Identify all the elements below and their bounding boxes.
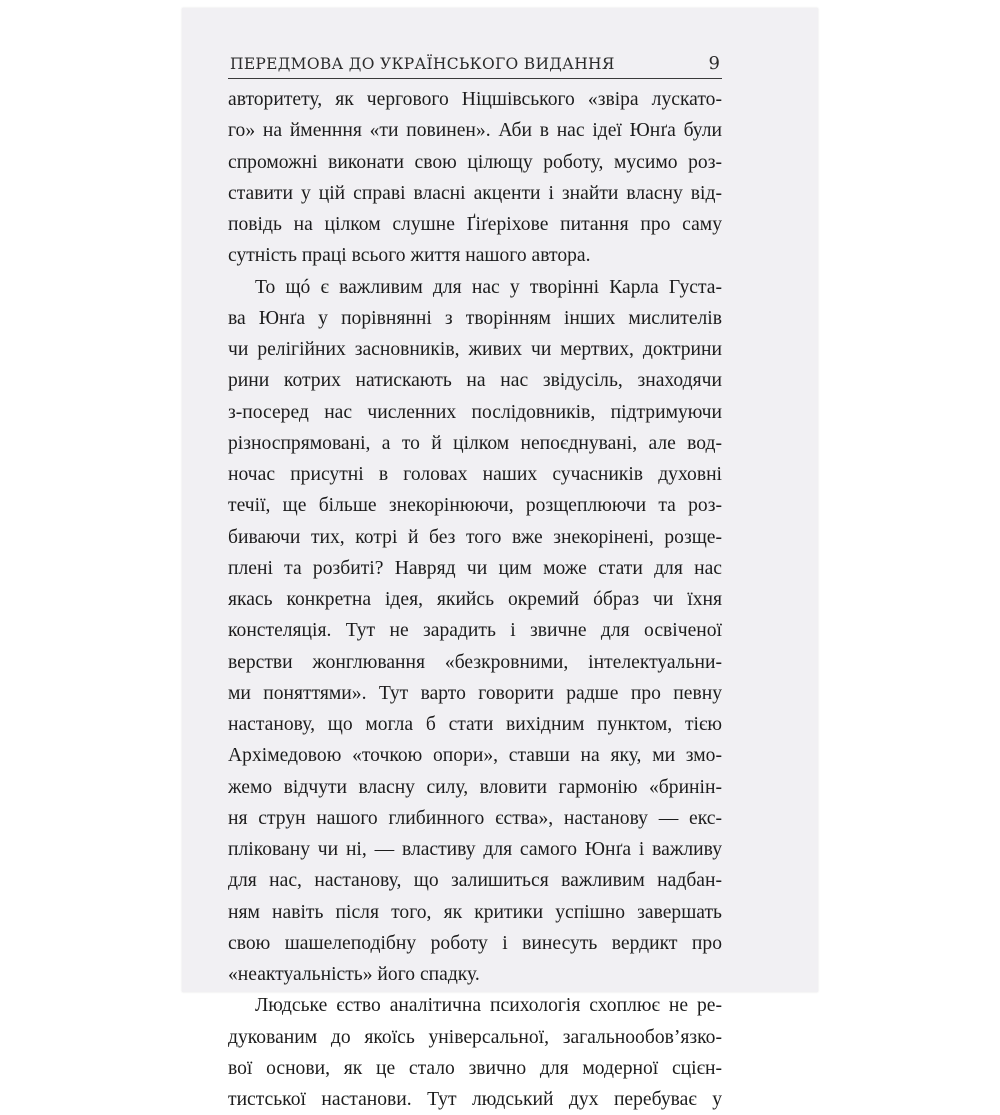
text-line: ва Юнґа у порівнянні з творінням інших мислителів [228,307,722,329]
text-line: биваючи тих, котрі й без того вже знекорінені, розще- [228,526,722,548]
text-line: авторитету, як чергового Ніцшівського «звіра лускато- [228,89,722,110]
text-line: го» на йменння «ти повинен». Аби в нас ідеї Юнґа були [228,120,722,142]
text-line: настанову, що могла б стати вихідним пунктом, тією [228,714,722,735]
text-line: ставити у цій справі власні акценти і знайти власну від- [228,182,722,204]
text-line: течії, ще більше знекорінюючи, розщеплюючи та роз- [228,495,722,517]
text-line: чи релігійних засновників, живих чи мертвих, доктрини [228,339,722,360]
book-page [182,8,818,1110]
text-line: повідь на цілком слушне Ґіґеріхове питання про саму [228,214,722,235]
text-line: жемо відчути власну силу, вловити гармонію «бринін- [228,776,722,798]
running-header [228,48,722,79]
page-number: 9 [708,53,720,74]
text-line: ночас присутні в головах наших сучасників духовні [228,464,722,485]
header-title: ПЕРЕДМОВА ДО УКРАЇНСЬКОГО ВИДАННЯ [230,55,615,73]
text-line: Архімедовою «точкою опори», ставши на яку, ми змо- [228,745,722,767]
text-line: ням навіть після того, як критики успішно завершать [228,901,722,923]
text-line: тистської настанови. Тут людський дух перебуває у [228,1089,722,1110]
text-line: дукованим до якоїсь універсальної, загальнообов’язко- [228,1026,722,1048]
text-line: верстви жонглювання «безкровними, інтелектуальни- [228,651,722,673]
text-line: з-посеред нас численних послідовників, підтримуючи [228,401,722,423]
text-line: пліковану чи ні, — властиву для самого Юнґа і важливу [228,839,722,860]
text-line: «неактуальність» його спадку. [228,964,480,985]
text-line: Людське єство аналітична психологія схоплює не ре- [255,995,722,1017]
text-line: рини котрих натискають на нас звідусіль, знаходячи [228,370,722,392]
text-line: різноспрямовані, а то й цілком непоєднувані, але вод- [228,432,722,454]
text-line: констеляція. Тут не зарадить і звичне для освіченої [228,620,722,642]
body-text [228,84,722,1115]
text-line: ня струн нашого глибинного єства», настанову — екс- [228,807,722,829]
text-line: свою шашелеподібну роботу і винесуть вердикт про [228,932,722,954]
text-line: спроможні виконати свою цілющу роботу, мусимо роз- [228,151,722,173]
text-line: ми поняттями». Тут варто говорити радше про певну [228,682,722,704]
text-line: для нас, настанову, що залишиться важливим надбан- [228,870,722,892]
text-line: вої основи, як це стало звично для модерної сцієн- [228,1057,722,1079]
text-line: плені та розбиті? Навряд чи цим може стати для нас [228,557,722,579]
text-line: якась конкретна ідея, якийсь окремий óбраз чи їхня [228,589,722,610]
text-line: сутність праці всього життя нашого автора. [228,245,591,267]
text-line: То щó є важливим для нас у творінні Карла Густа- [255,276,722,298]
